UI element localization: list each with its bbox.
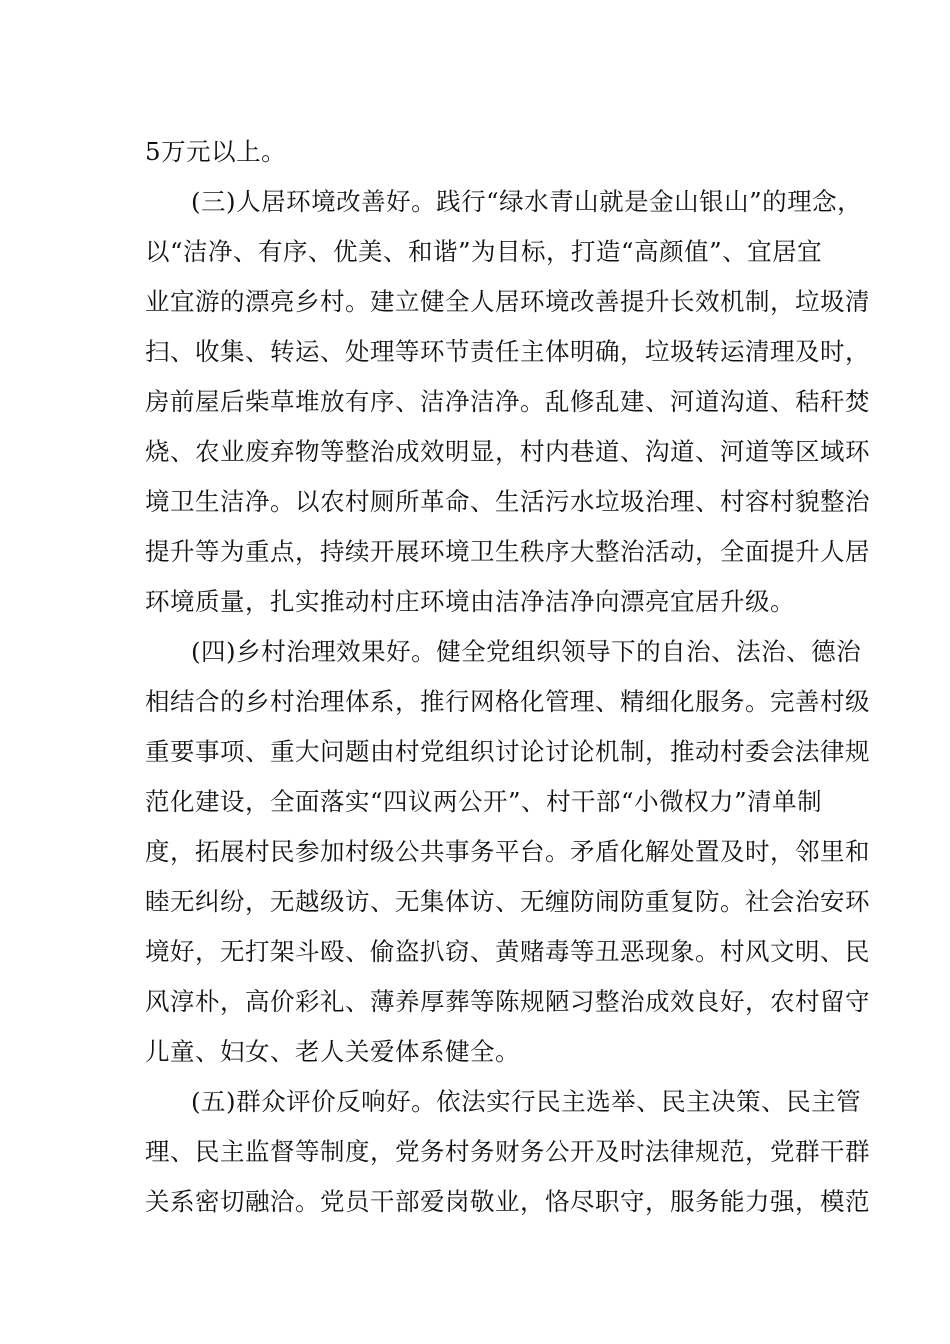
text-line: 扫、收集、转运、处理等环节责任主体明确，垃圾转运清理及时， [145,337,870,366]
text-line: 度，拓展村民参加村级公共事务平台。矛盾化解处置及时，邻里和 [145,837,870,866]
text-line: 理、民主监督等制度，党务村务财务公开及时法律规范，党群干群 [145,1137,870,1166]
paragraph-3-heading-line: (三)人居环境改善好。践行“绿水青山就是金山银山”的理念， [191,187,863,216]
text-line: 境好，无打架斗殴、偷盗扒窃、黄赌毒等丑恶现象。村风文明、民 [145,937,870,966]
text-line: 5万元以上。 [145,137,287,166]
paragraph-5-heading-line: (五)群众评价反响好。依法实行民主选举、民主决策、民主管 [191,1087,862,1116]
text-line: 提升等为重点，持续开展环境卫生秩序大整治活动，全面提升人居 [145,537,870,566]
text-line: 睦无纠纷，无越级访、无集体访、无缠防闹防重复防。社会治安环 [145,887,870,916]
text-line: 范化建设，全面落实“四议两公开”、村干部“小微权力”清单制 [145,787,823,816]
document-body [145,127,870,1227]
text-line: 烧、农业废弃物等整治成效明显，村内巷道、沟道、河道等区域环 [145,437,870,466]
text-line: 境卫生洁净。以农村厕所革命、生活污水垃圾治理、村容村貌整治 [145,487,870,516]
text-line: 关系密切融洽。党员干部爱岗敬业，恪尽职守，服务能力强，模范 [145,1187,870,1216]
text-line: 环境质量，扎实推动村庄环境由洁净洁净向漂亮宜居升级。 [145,587,795,616]
text-line: 风淳朴，高价彩礼、薄养厚葬等陈规陋习整治成效良好，农村留守 [145,987,870,1016]
text-line: 相结合的乡村治理体系，推行网格化管理、精细化服务。完善村级 [145,687,870,716]
text-line: 以“洁净、有序、优美、和谐”为目标，打造“高颜值”、宜居宜 [145,237,823,266]
text-line: 房前屋后柴草堆放有序、洁净洁净。乱修乱建、河道沟道、秸秆焚 [145,387,870,416]
paragraph-4-heading-line: (四)乡村治理效果好。健全党组织领导下的自治、法治、德治 [191,637,862,666]
text-line: 重要事项、重大问题由村党组织讨论讨论机制，推动村委会法律规 [145,737,870,766]
text-line: 业宜游的漂亮乡村。建立健全人居环境改善提升长效机制，垃圾清 [145,287,870,316]
text-line: 儿童、妇女、老人关爱体系健全。 [145,1037,520,1066]
